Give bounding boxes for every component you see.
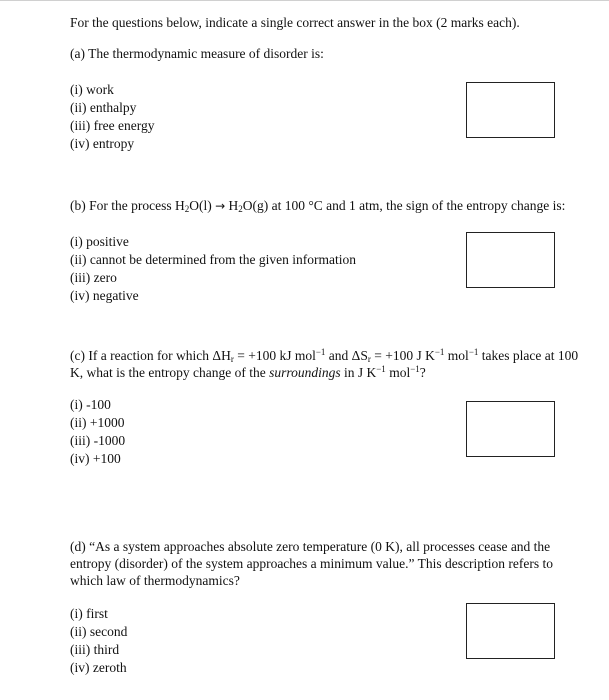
question-c-prompt: (c) If a reaction for which $\Delta H_r = +100$ kJ mol$^{-1}$ and $\Delta S_r = +100$ J $K^{-1}$ mol$^{-1}$ takes place at 100 K, what is the entropy change of the surroundings in J $K^{-1}$ mol$^{-1}$?: [70, 347, 579, 380]
question-d-prompt: (d) “As a system approaches absolute zero temperature (0 K), all processes cease and the entropy (disorder) of the system approaches a minimum value.” This description refers to which law of thermodynamics?: [70, 539, 553, 588]
question-b-prompt: (b) For the process $H_2O(l) \to H_2O(g)$ at 100 °C and 1 atm, the sign of the entropy change is:: [70, 198, 566, 214]
question-a-option-1: (i) work: [70, 82, 114, 97]
question-b-option-4: (iv) negative: [70, 288, 139, 303]
question-a-option-3: (iii) free energy: [70, 118, 155, 133]
question-b-option-1: (i) positive: [70, 234, 129, 249]
question-c-option-4: (iv) +100: [70, 451, 121, 466]
instructions-text: For the questions below, indicate a single correct answer in the box (2 marks each).: [70, 15, 520, 30]
question-d-option-3: (iii) third: [70, 642, 120, 657]
reaction-arrow-icon: →: [215, 199, 226, 213]
question-d-option-4: (iv) zeroth: [70, 660, 127, 675]
question-d-option-2: (ii) second: [70, 624, 128, 639]
answer-box-a[interactable]: [466, 82, 555, 138]
question-c-option-1: (i) -100: [70, 397, 111, 412]
question-a-prompt: (a) The thermodynamic measure of disorder is:: [70, 46, 324, 61]
question-d-option-1: (i) first: [70, 606, 108, 621]
answer-box-d[interactable]: [466, 603, 555, 659]
question-a-option-4: (iv) entropy: [70, 136, 135, 151]
question-b-option-3: (iii) zero: [70, 270, 117, 285]
answer-box-b[interactable]: [466, 232, 555, 288]
question-c-option-3: (iii) -1000: [70, 433, 126, 448]
question-a-option-2: (ii) enthalpy: [70, 100, 137, 115]
question-c-option-2: (ii) +1000: [70, 415, 125, 430]
answer-box-c[interactable]: [466, 401, 555, 457]
question-b-option-2: (ii) cannot be determined from the given information: [70, 252, 357, 267]
